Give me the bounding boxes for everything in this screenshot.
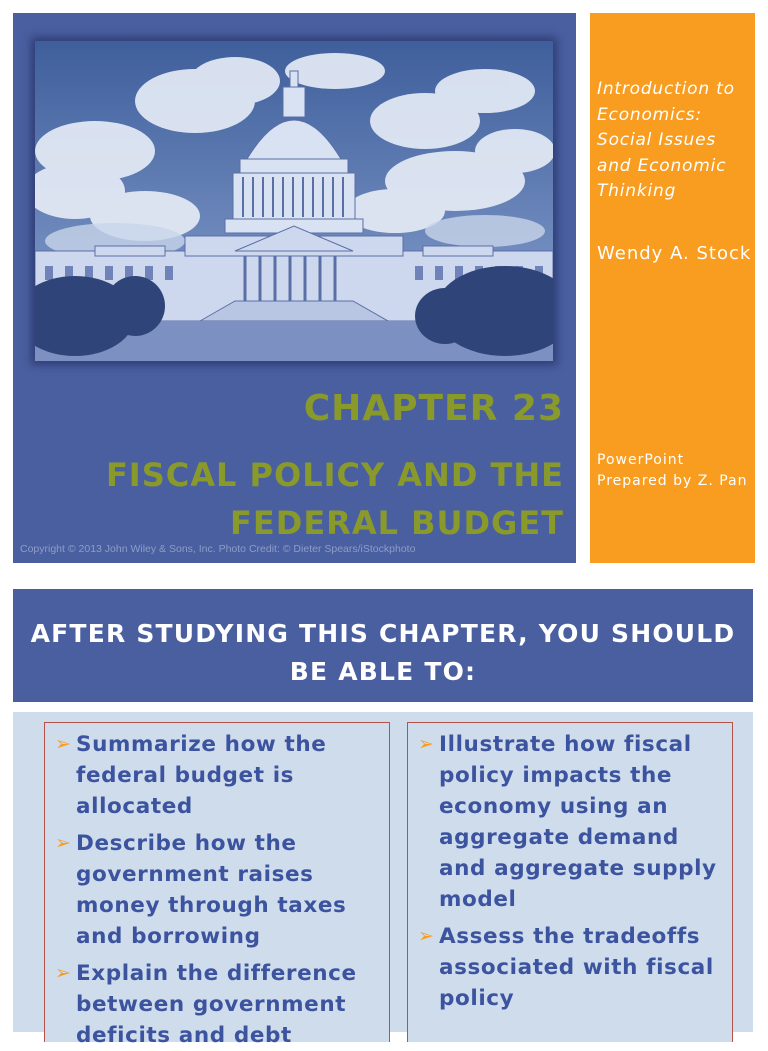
objective-text: Illustrate how fiscal policy impacts the economy using an aggregate demand and aggregate supply model xyxy=(439,732,717,912)
objectives-body xyxy=(13,712,753,1048)
title-slide-side-panel xyxy=(590,13,755,563)
arrow-bullet-icon: ➢ xyxy=(418,925,435,947)
arrow-bullet-icon: ➢ xyxy=(55,733,72,755)
list-item xyxy=(55,828,381,952)
objectives-right-column xyxy=(407,722,733,1042)
arrow-bullet-icon: ➢ xyxy=(418,733,435,755)
objectives-header xyxy=(13,589,753,702)
prepared-by: PowerPoint Prepared by Z. Pan xyxy=(597,452,748,489)
list-item xyxy=(418,729,724,915)
objectives-heading: AFTER STUDYING THIS CHAPTER, YOU SHOULD BE ABLE TO: xyxy=(30,619,736,686)
chapter-number: CHAPTER 23 xyxy=(303,388,564,429)
arrow-bullet-icon: ➢ xyxy=(55,832,72,854)
book-title: Introduction to Economics: Social Issues and Economic Thinking xyxy=(597,79,735,201)
objective-text: Describe how the government raises money through taxes and borrowing xyxy=(76,831,347,949)
arrow-bullet-icon: ➢ xyxy=(55,962,72,984)
copyright-credit: Copyright © 2013 John Wiley & Sons, Inc. Photo Credit: © Dieter Spears/iStockphoto xyxy=(20,543,416,555)
objective-text: Assess the tradeoffs associated with fiscal policy xyxy=(439,924,714,1011)
chapter-title: FISCAL POLICY AND THE FEDERAL BUDGET xyxy=(105,456,564,542)
list-item xyxy=(55,729,381,822)
objectives-left-column xyxy=(44,722,390,1048)
capitol-building-photo xyxy=(35,41,553,361)
author-name: Wendy A. Stock xyxy=(597,243,752,264)
objective-text: Summarize how the federal budget is allocated xyxy=(76,732,327,819)
list-item xyxy=(55,958,381,1051)
objective-text: Explain the difference between government deficits and debt xyxy=(76,961,357,1048)
list-item xyxy=(418,921,724,1014)
title-slide-main-panel xyxy=(13,13,576,563)
